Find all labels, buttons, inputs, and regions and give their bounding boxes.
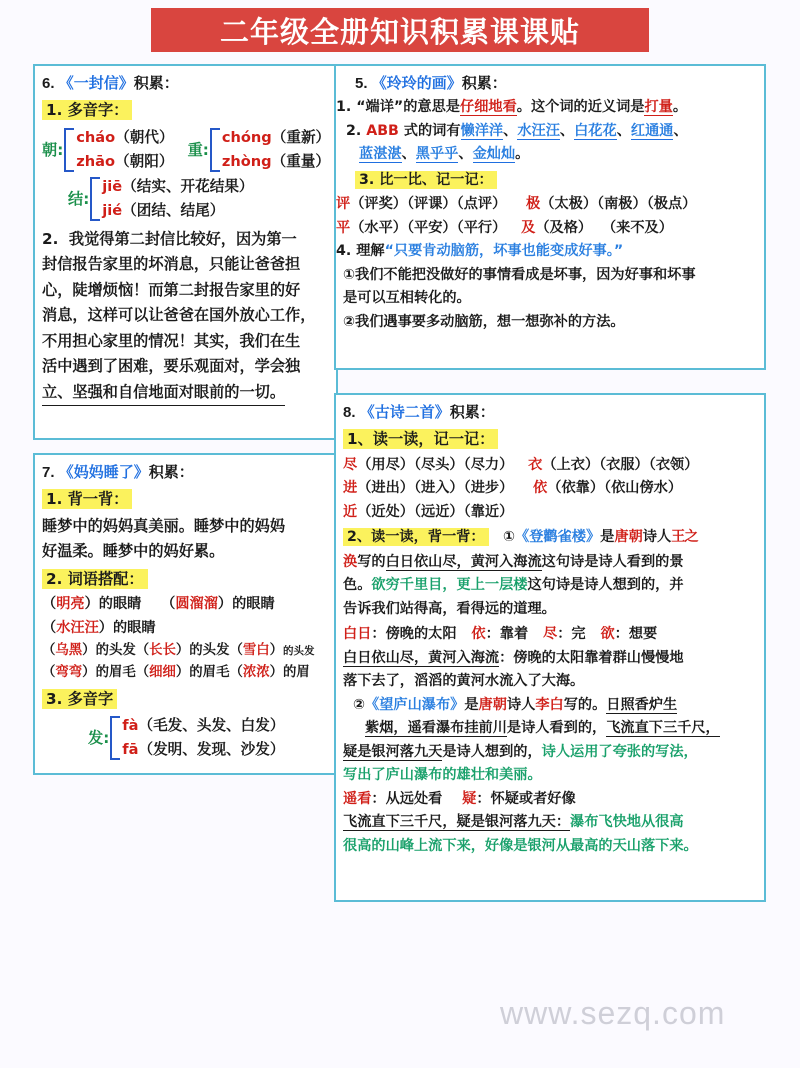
card-5-item-4: 4. 理解“只要肯动脑筋，坏事也能变成好事。”: [336, 243, 624, 259]
paragraph-line: 不用担心家里的情况！其实，我们在生: [42, 331, 301, 350]
card-6-title: 《一封信》: [58, 75, 134, 92]
colon: :: [202, 140, 209, 159]
collocation-line: （明亮）的眼睛 （圆溜溜）的眼睛: [42, 596, 275, 612]
card-5-number: 5.: [355, 75, 368, 92]
card-8-title: 《古诗二首》: [359, 404, 450, 421]
polyphone-reading: cháo（朝代）: [76, 128, 174, 146]
polyphone-reading: fà（毛发、头发、白发）: [122, 716, 285, 734]
paragraph-line: 封信报告家里的坏消息，只能让爸爸担: [42, 255, 301, 273]
polyphone-reading: zhāo（朝阳）: [76, 152, 174, 170]
char-row: 近（近处）（远近）（靠近）: [343, 503, 514, 520]
colon: :: [83, 189, 90, 208]
card-8-section-2-label: 2、读一读，背一背：: [343, 528, 489, 546]
card-lesson-5: [334, 64, 766, 370]
poem-2-intro: ②《望庐山瀑布》是唐朝诗人李白写的。日照香炉生: [353, 696, 678, 713]
bracket-icon: [90, 177, 100, 221]
polyphone-group-jie: [42, 175, 330, 223]
polyphone-group-fa: [42, 714, 330, 762]
card-5-item-2-cont: 蓝湛湛、黑乎乎、金灿灿。: [359, 146, 530, 162]
card-5-item-2: 2. ABB 式的词有懒洋洋、水汪汪、白花花、红通通、: [346, 122, 688, 139]
polyphone-reading: chóng（重新）: [221, 128, 331, 146]
poem-2-line-c: 写出了庐山瀑布的雄壮和美丽。: [343, 767, 542, 783]
paragraph-line: 消息，这样可以让爸爸在国外放心工作，: [42, 306, 316, 324]
card-8-section-2: [343, 526, 758, 550]
card-7-title: 《妈妈睡了》: [58, 464, 149, 481]
card-5-title: 《玲玲的画》: [371, 75, 462, 92]
glossary-row-2: 遥看：从远处看 疑：怀疑或者好像: [343, 790, 576, 807]
bracket-icon: [110, 716, 120, 760]
card-lesson-6: [33, 64, 338, 440]
compare-row: 平（水平）（平安）（平行） 及（及格） （来不及）: [336, 219, 673, 236]
polyphone-reading: jié（团结、结尾）: [102, 201, 225, 219]
card-8-section-1: [343, 427, 758, 453]
paragraph-line: 活中遇到了困难，要乐观面对，学会独: [42, 357, 301, 375]
colon: :: [103, 728, 110, 747]
card-6-number: 6.: [42, 75, 55, 92]
polyphone-char: 朝: [42, 141, 58, 159]
card-5-point: 是可以互相转化的。: [343, 290, 471, 306]
poem-2-line-b: 疑是银河落九天是诗人想到的，诗人运用了夸张的写法，: [343, 743, 698, 760]
poem-1-line-a: 涣写的白日依山尽，黄河入海流这句诗是诗人看到的景: [343, 553, 684, 570]
card-7-section-2: [42, 567, 330, 593]
card-6-section-2: [42, 227, 330, 407]
bracket-icon: [210, 128, 220, 172]
card-5-point: ②我们遇事要多动脑筋，想一想弥补的方法。: [343, 313, 625, 330]
poem-1-intro: ①《登鹳雀楼》是唐朝诗人王之: [503, 529, 698, 545]
card-5-heading-tail: 积累：: [461, 75, 507, 92]
polyphone-char: 结: [68, 190, 84, 208]
paragraph-line: 2. 我觉得第二封信比较好，因为第一: [42, 229, 297, 248]
compare-row: 评（评奖）（评课）（点评） 极（太极）（南极）（极点）: [336, 196, 697, 212]
card-7-heading-tail: 积累：: [148, 464, 194, 481]
polyphone-char: 发: [88, 729, 104, 747]
polyphone-reading: jiē（结实、开花结果）: [102, 177, 254, 195]
collocation-line: （水汪汪）的眼睛: [42, 619, 156, 636]
card-6-heading-tail: 积累：: [133, 75, 179, 92]
paragraph-line: 立、坚强和自信地面对眼前的一切。: [42, 380, 285, 407]
card-7-section-2-label: 2. 词语搭配：: [42, 569, 148, 589]
card-5-item-3-label: 3. 比一比、记一记：: [355, 171, 497, 189]
card-6-section-1: [42, 98, 330, 124]
char-row: 进（进出）（进入）（进步） 依（依靠）（依山傍水）: [343, 480, 683, 496]
card-5-item-1: 1. “端详”的意思是仔细地看。这个词的近义词是打量。: [336, 99, 688, 115]
card-lesson-7: [33, 453, 338, 775]
recite-line: 好温柔。睡梦中的妈好累。: [42, 542, 225, 560]
card-7-section-1-label: 1. 背一背：: [42, 489, 132, 509]
poem-2-line-a: 紫烟，遥看瀑布挂前川是诗人看到的，飞流直下三千尺，: [365, 720, 720, 736]
collocation-line: （弯弯）的眉毛（细细）的眉毛（浓浓）的眉: [42, 665, 310, 680]
page-title-banner: [151, 8, 649, 52]
colon: :: [57, 140, 64, 159]
card-6-section-1-label: 1. 多音字：: [42, 100, 132, 120]
polyphone-reading: fā（发明、发现、沙发）: [122, 740, 285, 758]
card-5-heading: [343, 71, 758, 96]
card-8-number: 8.: [343, 404, 356, 421]
card-7-section-3-label: 3. 多音字: [42, 689, 117, 709]
polyphone-reading: zhòng（重量）: [221, 152, 330, 170]
polyphone-group-chong: [188, 126, 331, 174]
glossary-row-1: 白日：傍晚的太阳 依：靠着 尽：完 欲：想要: [343, 626, 658, 642]
card-8-heading: [343, 400, 758, 425]
paragraph-line: 心，陡增烦恼！而第二封报告家里的好: [42, 280, 301, 299]
card-5-point: ①我们不能把没做好的事情看成是坏事，因为好事和坏事: [343, 266, 696, 283]
card-8-heading-tail: 积累：: [449, 404, 495, 421]
card-6-heading: [42, 71, 330, 96]
card-7-number: 7.: [42, 464, 55, 481]
explain-2-line: 飞流直下三千尺，疑是银河落九天：瀑布飞快地从很高: [343, 814, 684, 830]
card-7-heading: [42, 460, 330, 485]
card-8-section-1-label: 1、读一读，记一记：: [343, 429, 498, 449]
page-title: 二年级全册知识积累课课贴: [219, 14, 580, 49]
collocation-line: （乌黑）的头发（长长）的头发（雪白）的头发: [42, 643, 315, 658]
explain-1-line-cont: 落下去了，滔滔的黄河水流入了大海。: [343, 673, 585, 689]
char-row: 尽（用尽）（尽头）（尽力） 衣（上衣）（衣服）（衣领）: [343, 456, 699, 473]
explain-2-line-cont: 很高的山峰上流下来，好像是银河从最高的天山落下来。: [343, 837, 698, 854]
card-7-section-1: [42, 487, 330, 513]
polyphone-char: 重: [187, 141, 203, 159]
bracket-icon: [64, 128, 74, 172]
recite-line: 睡梦中的妈妈真美丽。睡梦中的妈妈: [42, 516, 285, 535]
polyphone-row-1: [42, 125, 330, 174]
card-7-section-3: [42, 687, 330, 713]
explain-1-line: 白日依山尽，黄河入海流：傍晚的太阳靠着群山慢慢地: [343, 649, 684, 666]
site-watermark: www.sezq.com: [500, 995, 726, 1031]
polyphone-group-chao: [42, 126, 174, 174]
card-5-item-3: [343, 169, 758, 193]
poem-1-line-c: 告诉我们站得高，看得远的道理。: [343, 600, 556, 617]
card-lesson-8: [334, 393, 766, 902]
poem-1-line-b: 色。欲穷千里目，更上一层楼这句诗是诗人想到的，并: [343, 577, 684, 593]
